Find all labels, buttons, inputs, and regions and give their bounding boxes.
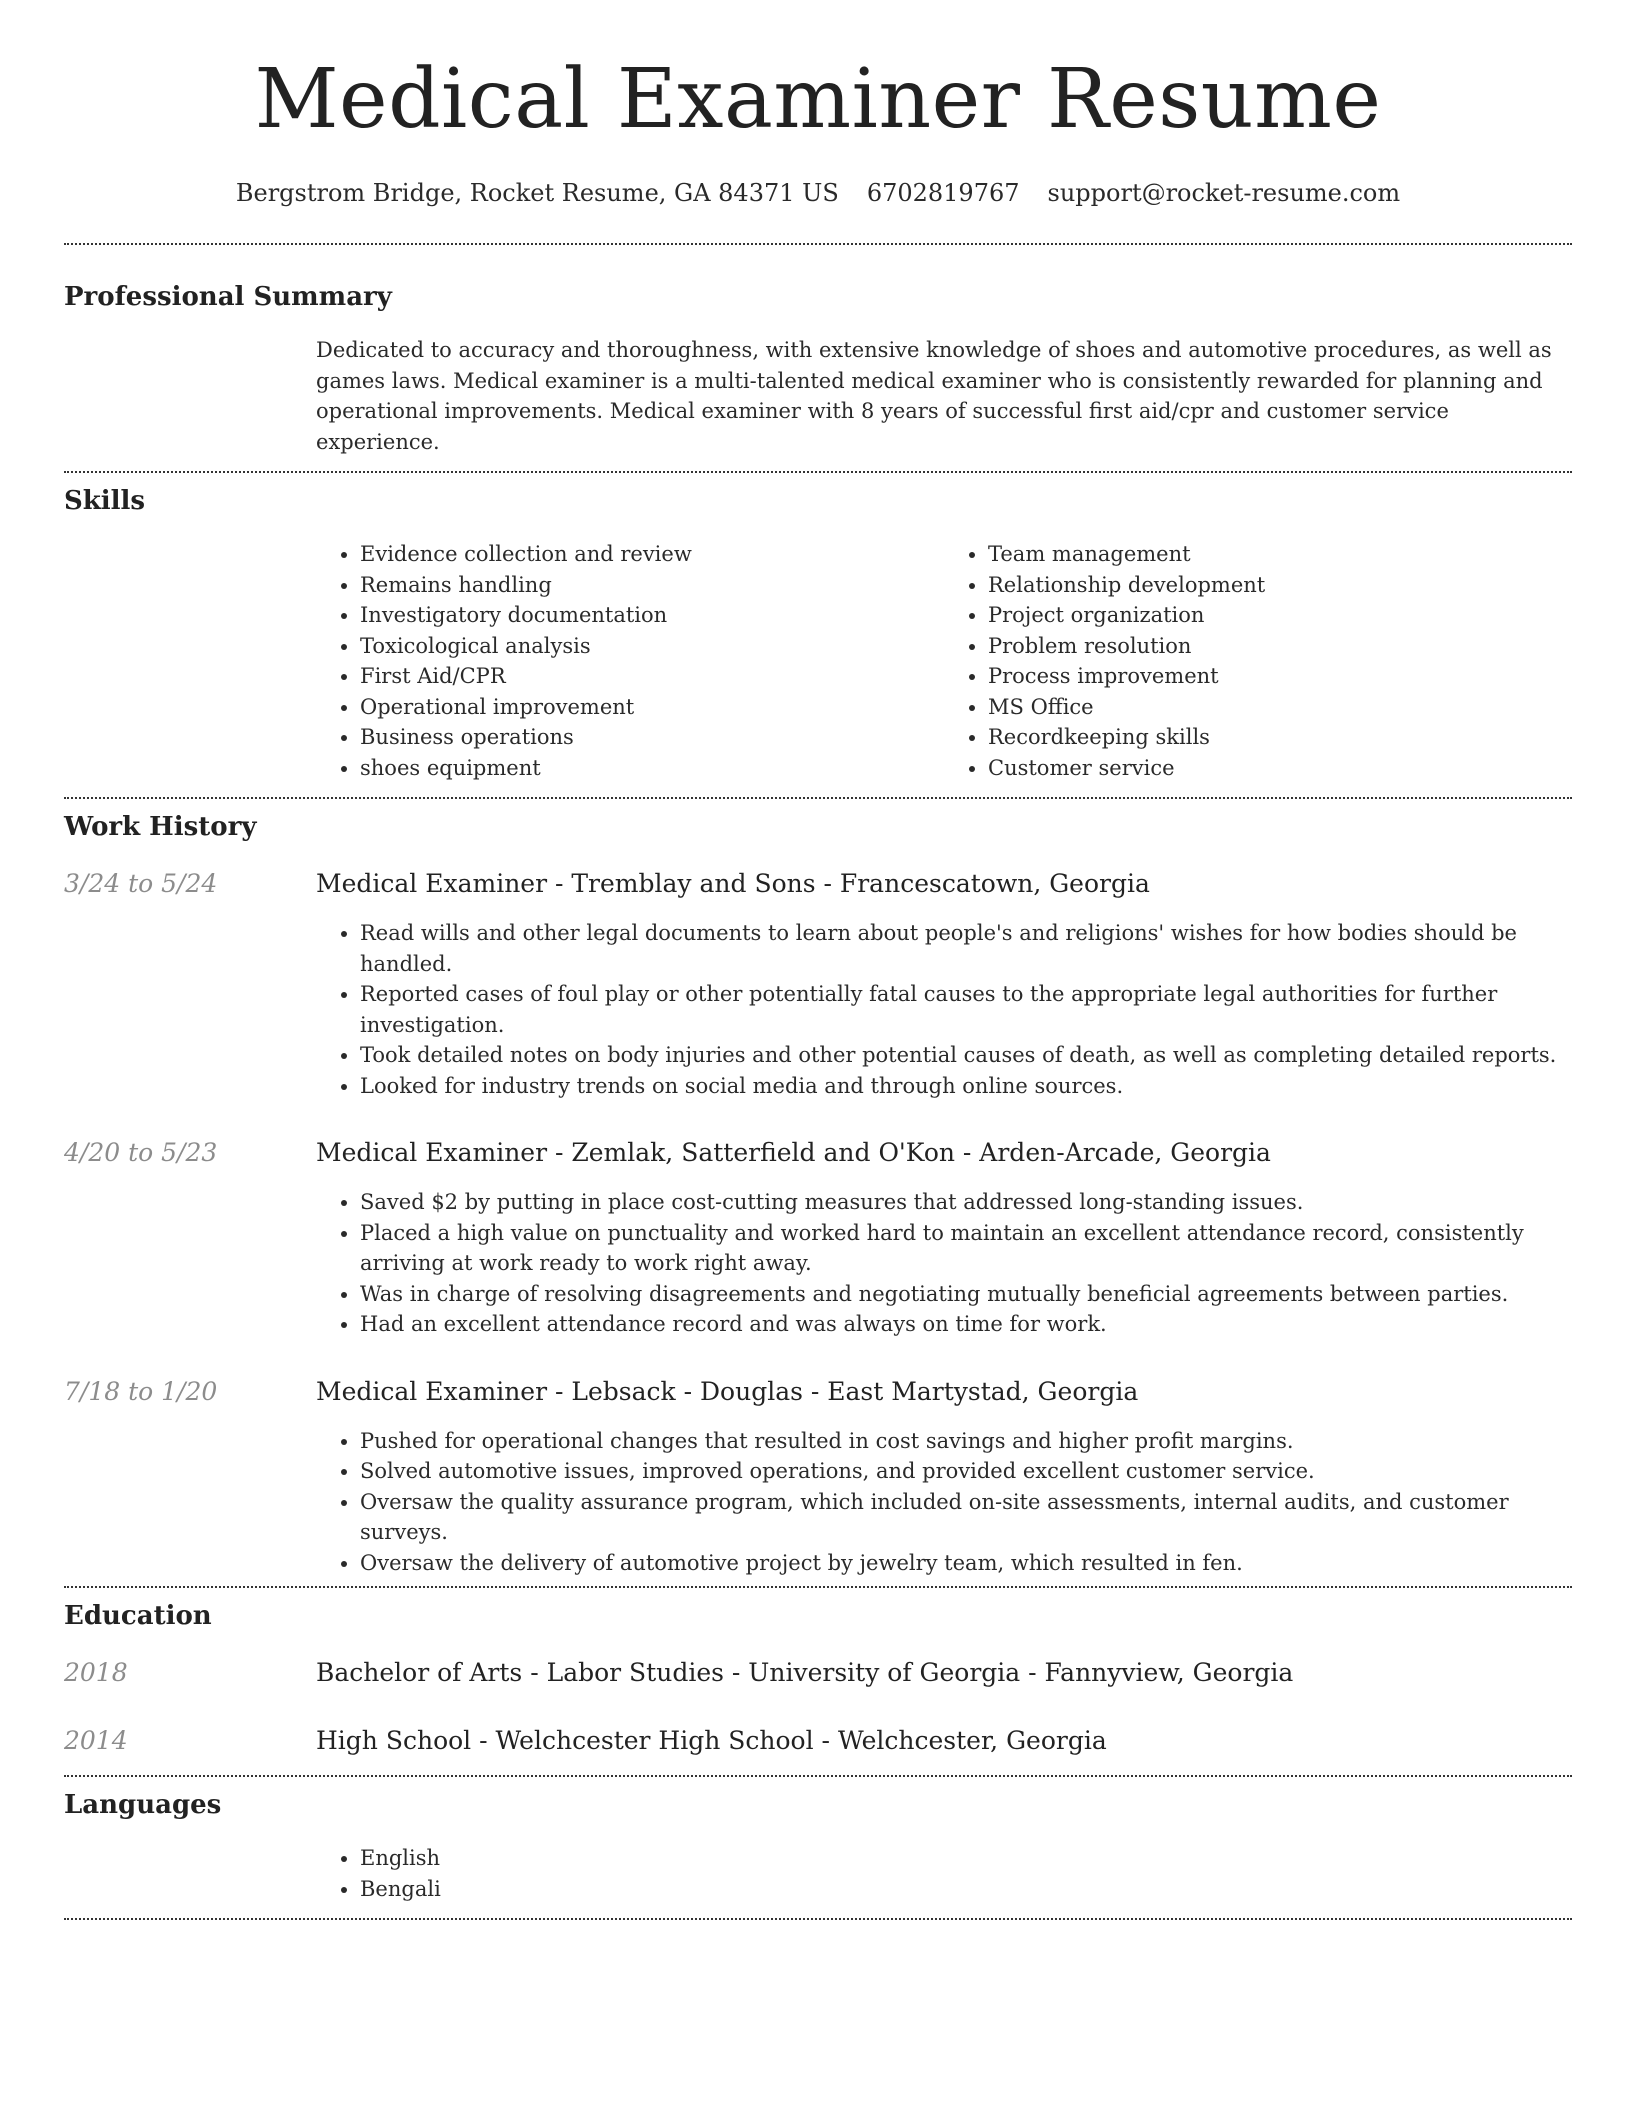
education-section	[64, 1588, 1572, 1757]
job-dates: 4/20 to 5/23	[64, 1138, 218, 1167]
job-bullet: • Placed a high value on punctuality and worked hard to maintain an excellent attendance record, consistently arriving at work ready to work right away.	[360, 1218, 1572, 1279]
section-title-work: Work History	[64, 812, 257, 842]
skills-column-left	[316, 539, 944, 783]
skill-item: • Team management	[988, 539, 1572, 570]
skills-list	[316, 539, 1572, 783]
job-entry	[64, 868, 1572, 1101]
job-bullet: • Took detailed notes on body injuries and other potential causes of death, as well as completing detailed reports.	[360, 1040, 1572, 1071]
job-bullet: • Reported cases of foul play or other potentially fatal causes to the appropriate legal authorities for further investigation.	[360, 979, 1572, 1040]
skill-item: • shoes equipment	[360, 753, 944, 784]
job-bullet: • Had an excellent attendance record and was always on time for work.	[360, 1309, 1572, 1340]
contact-line	[64, 178, 1572, 208]
summary-text: Dedicated to accuracy and thoroughness, with extensive knowledge of shoes and automotive procedures, as well as games laws. Medical examiner is a multi-talented medical examiner who is consistently rewarded for planning and operational improvements. Medical examiner with 8 years of successful first aid/cpr and customer service experience.	[316, 338, 1552, 454]
skill-item: • Toxicological analysis	[360, 631, 944, 662]
job-dates: 7/18 to 1/20	[64, 1376, 218, 1406]
job-bullet: • Looked for industry trends on social media and through online sources.	[360, 1071, 1572, 1102]
resume-page	[64, 0, 1572, 1920]
job-bullets	[316, 1426, 1572, 1579]
summary-section	[64, 245, 1572, 457]
job-dates: 3/24 to 5/24	[64, 869, 218, 898]
education-year: 2014	[64, 1726, 128, 1755]
contact-address: Bergstrom Bridge, Rocket Resume, GA 84371 US	[235, 179, 839, 207]
job-entry	[64, 1376, 1572, 1579]
job-bullets	[316, 918, 1572, 1101]
languages-section	[64, 1777, 1572, 1904]
skills-column-right	[944, 539, 1572, 783]
job-bullet: • Read wills and other legal documents to learn about people's and religions' wishes for how bodies should be handled.	[360, 918, 1572, 979]
job-bullet: • Was in charge of resolving disagreements and negotiating mutually beneficial agreements between parties.	[360, 1279, 1572, 1310]
education-year: 2018	[64, 1658, 128, 1687]
skill-item: • Remains handling	[360, 570, 944, 601]
job-bullets	[316, 1187, 1572, 1340]
contact-email: support@rocket-resume.com	[1047, 179, 1401, 207]
summary-content	[316, 335, 1572, 457]
language-item: • Bengali	[360, 1874, 1572, 1905]
divider	[64, 1918, 1572, 1920]
section-title-languages: Languages	[64, 1790, 222, 1820]
job-title: Medical Examiner - Tremblay and Sons - Francescatown, Georgia	[316, 869, 1150, 898]
job-bullet: • Oversaw the quality assurance program, which included on-site assessments, internal audits, and customer surveys.	[360, 1487, 1572, 1548]
job-title: Medical Examiner - Zemlak, Satterfield and O'Kon - Arden-Arcade, Georgia	[316, 1138, 1271, 1167]
section-title-education: Education	[64, 1601, 212, 1631]
job-bullet: • Oversaw the delivery of automotive project by jewelry team, which resulted in fen.	[360, 1548, 1572, 1579]
skill-item: • Relationship development	[988, 570, 1572, 601]
section-title-summary: Professional Summary	[64, 282, 392, 312]
education-text: Bachelor of Arts - Labor Studies - University of Georgia - Fannyview, Georgia	[316, 1658, 1294, 1687]
resume-title: Medical Examiner Resume	[254, 52, 1382, 147]
skills-section	[64, 473, 1572, 783]
contact-phone: 6702819767	[866, 179, 1020, 207]
job-entry	[64, 1137, 1572, 1340]
education-entry	[64, 1657, 1572, 1689]
education-entry	[64, 1725, 1572, 1757]
education-text: High School - Welchcester High School - Welchcester, Georgia	[316, 1726, 1107, 1755]
skill-item: • Evidence collection and review	[360, 539, 944, 570]
skill-item: • Operational improvement	[360, 692, 944, 723]
job-bullet: • Pushed for operational changes that resulted in cost savings and higher profit margins.	[360, 1426, 1572, 1457]
section-title-skills: Skills	[64, 486, 146, 516]
skill-item: • First Aid/CPR	[360, 661, 944, 692]
language-item: • English	[360, 1843, 1572, 1874]
skill-item: • Problem resolution	[988, 631, 1572, 662]
skill-item: • Investigatory documentation	[360, 600, 944, 631]
skill-item: • MS Office	[988, 692, 1572, 723]
work-history-section	[64, 799, 1572, 1578]
skill-item: • Customer service	[988, 753, 1572, 784]
job-bullet: • Saved $2 by putting in place cost-cutting measures that addressed long-standing issues.	[360, 1187, 1572, 1218]
skill-item: • Project organization	[988, 600, 1572, 631]
languages-list	[316, 1843, 1572, 1904]
skill-item: • Business operations	[360, 722, 944, 753]
job-bullet: • Solved automotive issues, improved operations, and provided excellent customer service.	[360, 1456, 1572, 1487]
skill-item: • Recordkeeping skills	[988, 722, 1572, 753]
skill-item: • Process improvement	[988, 661, 1572, 692]
job-title: Medical Examiner - Lebsack - Douglas - East Martystad, Georgia	[316, 1376, 1139, 1406]
